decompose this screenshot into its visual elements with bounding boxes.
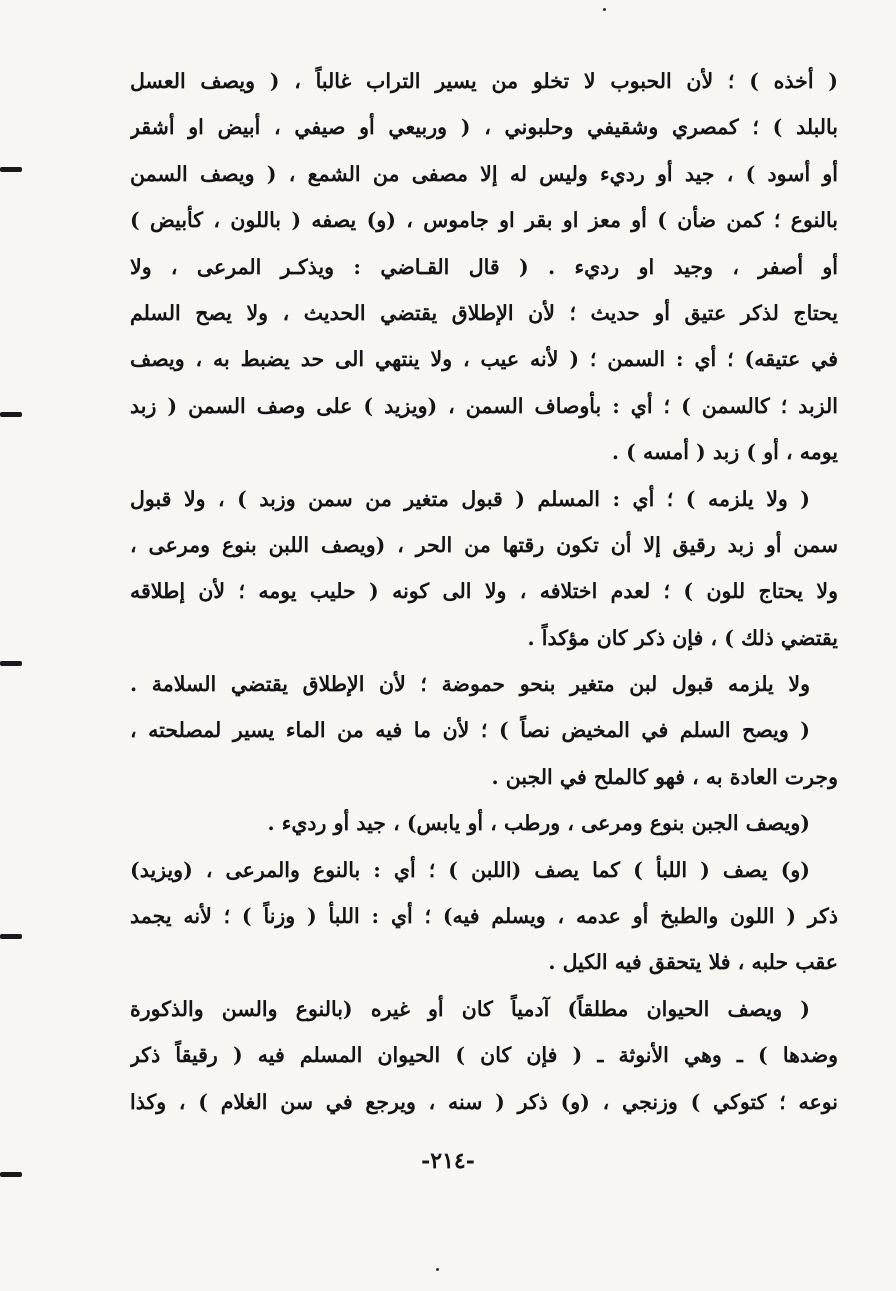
page-number: -٢١٤- (421, 1148, 475, 1174)
text-line: وضدها ) ـ وهي الأنوثة ـ ( فإن كان ) الحيوان المسلم فيه ( رقيقاً ذكر (130, 1043, 838, 1068)
margin-binding-mark (0, 661, 22, 666)
text-line: عقب حلبه ، فلا يتحقق فيه الكيل . (548, 950, 838, 975)
text-line: ( ولا يلزمه ) ؛ أي : المسلم ( قبول متغير من سمن وزبد ) ، ولا قبول (130, 486, 810, 511)
text-line: نوعه ؛ كتوكي ) وزنجي ، (و) ذكر ( سنه ، ويرجع في سن الغلام ) ، وكذا (130, 1089, 838, 1114)
text-line: (و) يصف ( اللبأ ) كما يصف (اللبن ) ؛ أي : بالنوع والمرعى ، (ويزيد) (130, 857, 810, 882)
text-line: بالنوع ؛ كمن ضأن ) أو معز او بقر او جاموس ، (و) يصفه ( باللون ، كأبيض ) (130, 208, 838, 233)
margin-binding-mark (0, 167, 22, 172)
text-line: ( ويصح السلم في المخيض نصاً ) ؛ لأن ما فيه من الماء يسير لمصلحته ، (130, 718, 810, 743)
text-line: أو أصفر ، وجيد او رديء . ( قال القـاضي : ويذكـر المرعى ، ولا (130, 254, 838, 279)
text-line: ذكر ( اللون والطبخ أو عدمه ، ويسلم فيه) ؛ أي : اللبأ ( وزناً ) ؛ لأنه يجمد (130, 904, 838, 929)
text-line: الزبد ؛ كالسمن ) ؛ أي : بأوصاف السمن ، (ويزيد ) على وصف السمن ( زبد (130, 393, 838, 418)
margin-binding-mark (0, 934, 22, 939)
text-line: ( ويصف الحيوان مطلقاً) آدمياً كان أو غيره (بالنوع والسن والذكورة (130, 996, 810, 1021)
text-line: وجرت العادة به ، فهو كالملح في الجبن . (491, 764, 838, 789)
text-line: ( أخذه ) ؛ لأن الحبوب لا تخلو من يسير التراب غالباً ، ( ويصف العسل (130, 69, 838, 93)
text-line: يحتاج لذكر عتيق أو حديث ؛ لأن الإطلاق يقتضي الحديث ، ولا يصح السلم (130, 300, 838, 325)
body-text (130, 58, 838, 1125)
text-line: بالبلد ) ؛ كمصري وشقيفي وحلبوني ، ( وربيعي أو صيفي ، أبيض او أشقر (130, 115, 838, 140)
text-line: أو أسود ) ، جيد أو رديء وليس له إلا مصفى من الشمع ، ( ويصف السمن (130, 161, 838, 186)
text-line: (ويصف الجبن بنوع ومرعى ، ورطب ، أو يابس) ، جيد أو رديء . (267, 811, 810, 836)
text-line: سمن أو زبد رقيق إلا أن تكون رقتها من الحر ، (ويصف اللبن بنوع ومرعى ، (130, 532, 838, 557)
text-line: يومه ، أو ) زبد ( أمسه ) . (611, 440, 838, 465)
margin-binding-mark (0, 412, 22, 417)
top-dot (603, 8, 606, 11)
text-line: ولا يحتاج للون ) ؛ لعدم اختلافه ، ولا الى كونه ( حليب يومه ؛ لأن إطلاقه (130, 579, 838, 604)
margin-binding-mark (0, 1172, 22, 1177)
text-line: في عتيقه) ؛ أي : السمن ؛ ( لأنه عيب ، ولا ينتهي الى حد يضبط به ، ويصف (130, 347, 838, 372)
text-line: يقتضي ذلك ) ، فإن ذكر كان مؤكداً . (527, 625, 838, 650)
bottom-dot (436, 1268, 439, 1271)
text-line: ولا يلزمه قبول لبن متغير بنحو حموضة ؛ لأن الإطلاق يقتضي السلامة . (130, 672, 810, 697)
